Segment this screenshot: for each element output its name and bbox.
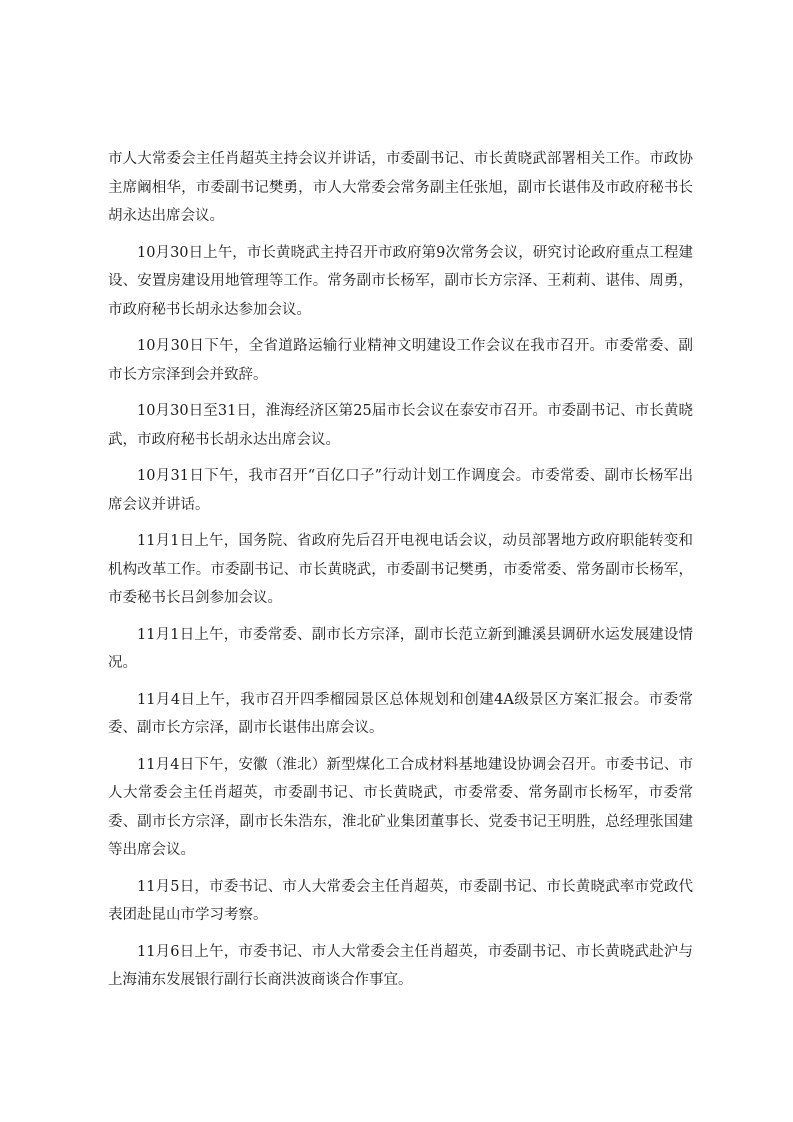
paragraph-8: 11月4日上午，我市召开四季榴园景区总体规划和创建4A级景区方案汇报会。市委常委、副市长方宗泽，副市长谌伟出席会议。 bbox=[108, 691, 693, 736]
paragraph-9: 11月4日下午，安徽（淮北）新型煤化工合成材料基地建设协调会召开。市委书记、市人大常委会主任肖超英，市委副书记、市长黄晓武，市委常委、常务副市长杨军，市委常委、副市长方宗泽，副市长朱浩东，淮北矿业集团董事长、党委书记王明胜，总经理张国建等出席会议。 bbox=[108, 756, 693, 858]
paragraph-6: 11月1日上午，国务院、省政府先后召开电视电话会议，动员部署地方政府职能转变和机构改革工作。市委副书记、市长黄晓武，市委副书记樊勇，市委常委、常务副市长杨军，市委秘书长吕剑参加会议。 bbox=[108, 533, 693, 606]
paragraph-5: 10月31日下午，我市召开“百亿口子”行动计划工作调度会。市委常委、副市长杨军出席会议并讲话。 bbox=[108, 468, 693, 513]
paragraph-2: 10月30日上午，市长黄晓武主持召开市政府第9次常务会议，研究讨论政府重点工程建设、安置房建设用地管理等工作。常务副市长杨军，副市长方宗泽、王莉莉、谌伟、周勇，市政府秘书长胡永达参加会议。 bbox=[108, 244, 693, 318]
paragraph-4: 10月30日至31日，淮海经济区第25届市长会议在泰安市召开。市委副书记、市长黄晓武，市政府秘书长胡永达出席会议。 bbox=[108, 403, 693, 448]
document-body bbox=[108, 145, 693, 1003]
paragraph-10: 11月5日，市委书记、市人大常委会主任肖超英，市委副书记、市长黄晓武率市党政代表团赴昆山市学习考察。 bbox=[108, 878, 693, 923]
paragraph-1: 市人大常委会主任肖超英主持会议并讲话，市委副书记、市长黄晓武部署相关工作。市政协主席阚相华，市委副书记樊勇，市人大常委会常务副主任张旭，副市长谌伟及市政府秘书长胡永达出席会议。 bbox=[108, 151, 693, 224]
paragraph-7: 11月1日上午，市委常委、副市长方宗泽，副市长范立新到濉溪县调研水运发展建设情况。 bbox=[108, 626, 693, 671]
paragraph-11: 11月6日上午，市委书记、市人大常委会主任肖超英，市委副书记、市长黄晓武赴沪与上海浦东发展银行副行长商洪波商谈合作事宜。 bbox=[108, 943, 693, 988]
paragraph-3: 10月30日下午，全省道路运输行业精神文明建设工作会议在我市召开。市委常委、副市长方宗泽到会并致辞。 bbox=[108, 338, 693, 383]
